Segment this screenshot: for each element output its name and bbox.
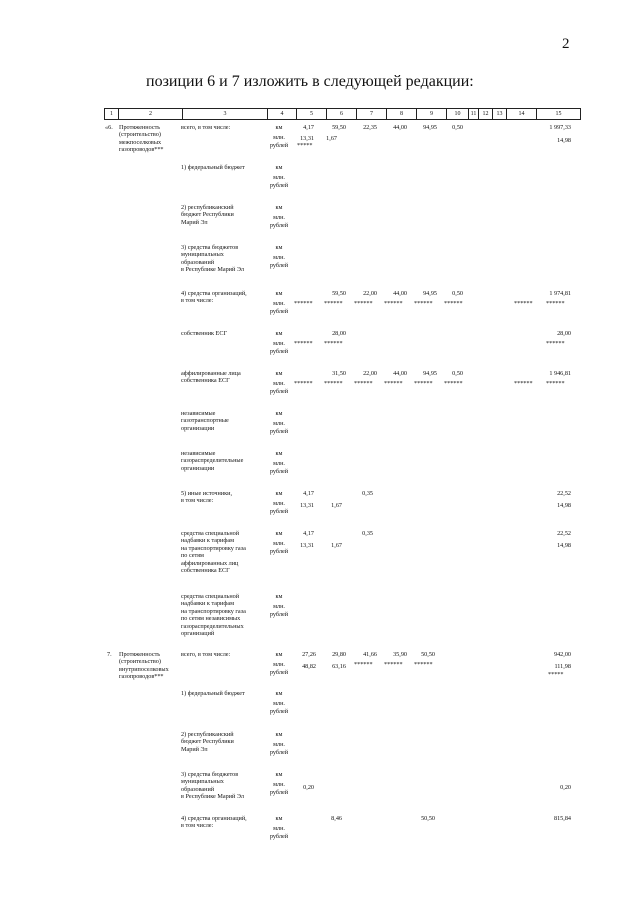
row6-total-rub-c5: 13,31 (300, 135, 314, 142)
col-8: 8 (387, 109, 417, 119)
row6-org-units: км млн. рублей (269, 290, 289, 315)
col-3: 3 (183, 109, 268, 119)
row6-number: «6. (105, 124, 113, 131)
row6-spec2-units: км млн. рублей (269, 593, 289, 618)
row6-aff-c6: 31,50 (332, 370, 346, 377)
row6-esg-c6: 28,00 (332, 330, 346, 337)
row6-esg-units: км млн. рублей (269, 330, 289, 355)
row6-org-stars-c15: ****** (546, 300, 565, 307)
col-11: 11 (469, 109, 479, 119)
row6-org-label: 4) средства организаций, в том числе: (181, 290, 247, 305)
row6-aff-stars-c7: ****** (354, 380, 373, 387)
row6-org-c7: 22,00 (363, 290, 377, 297)
row7-total-stars-c8: ****** (384, 661, 403, 668)
row6-org-stars-c14: ****** (514, 300, 533, 307)
row6-aff-c9: 94,95 (423, 370, 437, 377)
row6-aff-c15: 1 946,81 (549, 370, 571, 377)
col-10: 10 (447, 109, 469, 119)
row6-ind-gt-label: независимые газотранспортные организации (181, 410, 229, 432)
col-1: 1 (105, 109, 119, 119)
row6-org-stars-c6: ****** (324, 300, 343, 307)
row6-units-total: км млн. рублей (269, 124, 289, 149)
row7-total-stars-c9: ****** (414, 661, 433, 668)
row6-total-label: всего, в том числе: (181, 124, 231, 131)
col-7: 7 (357, 109, 387, 119)
row6-aff-stars-c15: ****** (546, 380, 565, 387)
row6-org-c15: 1 974,81 (549, 290, 571, 297)
row7-total-c15: 942,00 (553, 651, 571, 658)
row7-total-stars-c15: ***** (548, 671, 564, 678)
row6-aff-stars-c5: ****** (294, 380, 313, 387)
row6-spec2-label: средства специальной надбавки к тарифам на транспортировку газа по сетям независимых газораспределительных организаций (181, 593, 246, 638)
col-2: 2 (119, 109, 183, 119)
row7-total-rub-c5: 48,82 (302, 663, 316, 670)
row6-ind-gr-units: км млн. рублей (269, 450, 289, 475)
row6-spec1-c7: 0,35 (362, 530, 373, 537)
row6-fed-label: 1) федеральный бюджет (181, 164, 245, 171)
row6-org-c9: 94,95 (423, 290, 437, 297)
row6-other-c5: 4,17 (303, 490, 314, 497)
row6-org-c10: 0,50 (452, 290, 463, 297)
row6-other-rub-c15: 14,98 (557, 502, 571, 509)
col-14: 14 (507, 109, 537, 119)
row6-total-c5: 4,17 (303, 124, 314, 131)
row7-total-units: км млн. рублей (269, 651, 289, 676)
row7-rep-label: 2) республиканский бюджет Республики Марий Эл (181, 731, 234, 753)
row7-total-rub-c6: 63,16 (332, 663, 346, 670)
row6-org-stars-c8: ****** (384, 300, 403, 307)
row7-total-c9: 50,50 (421, 651, 435, 658)
row6-rep-units: км млн. рублей (269, 204, 289, 229)
col-6: 6 (327, 109, 357, 119)
row6-other-units: км млн. рублей (269, 490, 289, 515)
row7-total-stars-c7: ****** (354, 661, 373, 668)
row7-number: 7. (107, 651, 112, 658)
row7-name: Протяженность (строительство) внутрипоселковых газопроводов*** (119, 651, 169, 681)
row6-other-c15: 22,52 (557, 490, 571, 497)
col-15: 15 (555, 111, 562, 117)
row6-spec1-c5: 4,17 (303, 530, 314, 537)
row7-mun-label: 3) средства бюджетов муниципальных образований в Республике Марий Эл (181, 771, 244, 801)
row7-total-c6: 29,80 (332, 651, 346, 658)
row7-org-c6: 8,46 (331, 815, 342, 822)
row6-total-rub-c15: 14,98 (557, 137, 571, 144)
row6-spec1-rub-c6: 1,67 (331, 542, 342, 549)
row7-rep-units: км млн. рублей (269, 731, 289, 756)
row7-total-c5: 27,26 (302, 651, 316, 658)
row7-mun-c15: 0,20 (560, 784, 571, 791)
row6-rep-label: 2) республиканский бюджет Республики Марий Эл (181, 204, 234, 226)
row6-org-stars-c7: ****** (354, 300, 373, 307)
row7-total-label: всего, в том числе: (181, 651, 231, 658)
row6-total-c9: 94,95 (423, 124, 437, 131)
row7-org-label: 4) средства организаций, в том числе: (181, 815, 247, 830)
row7-mun-c5: 0,20 (303, 784, 314, 791)
row6-spec1-label: средства специальной надбавки к тарифам на транспортировку газа по сетям аффилированных лиц собственника ЕСГ (181, 530, 246, 575)
row6-other-rub-c6: 1,67 (331, 502, 342, 509)
row7-total-c8: 35,90 (393, 651, 407, 658)
row6-aff-stars-c10: ****** (444, 380, 463, 387)
row6-org-c8: 44,00 (393, 290, 407, 297)
row6-spec1-units: км млн. рублей (269, 530, 289, 555)
row6-aff-units: км млн. рублей (269, 370, 289, 395)
row6-ind-gr-label: независимые газораспределительные организации (181, 450, 244, 472)
col-12: 12 (479, 109, 493, 119)
row6-aff-c7: 22,00 (363, 370, 377, 377)
row6-other-c7: 0,35 (362, 490, 373, 497)
row6-other-rub-c5: 13,31 (300, 502, 314, 509)
row6-aff-stars-c6: ****** (324, 380, 343, 387)
row6-org-c6: 59,50 (332, 290, 346, 297)
col-9: 9 (417, 109, 447, 119)
row6-total-stars: ***** (297, 142, 313, 149)
row6-aff-c8: 44,00 (393, 370, 407, 377)
col-4: 4 (268, 109, 297, 119)
row6-spec1-rub-c5: 13,31 (300, 542, 314, 549)
row6-aff-stars-c8: ****** (384, 380, 403, 387)
column-header-row (104, 108, 581, 120)
row6-org-stars-c10: ****** (444, 300, 463, 307)
col-13: 13 (493, 109, 507, 119)
row7-fed-units: км млн. рублей (269, 690, 289, 715)
row6-org-stars-c5: ****** (294, 300, 313, 307)
row7-org-units: км млн. рублей (269, 815, 289, 840)
row6-aff-c10: 0,50 (452, 370, 463, 377)
row6-aff-stars-c9: ****** (414, 380, 433, 387)
row6-spec1-rub-c15: 14,98 (557, 542, 571, 549)
row6-total-c8: 44,00 (393, 124, 407, 131)
row6-name: Протяженность (строительство) межпоселковых газопроводов*** (119, 124, 164, 154)
row6-other-label: 5) иные источники, в том числе: (181, 490, 232, 505)
row6-esg-stars-c6: ****** (324, 340, 343, 347)
row6-total-rub-c6: 1,67 (326, 135, 337, 142)
row6-spec1-c15: 22,52 (557, 530, 571, 537)
page-heading: позиции 6 и 7 изложить в следующей редакции: (146, 73, 474, 90)
row6-esg-stars-c5: ****** (294, 340, 313, 347)
col-5: 5 (297, 109, 327, 119)
row6-fed-units: км млн. рублей (269, 164, 289, 189)
row6-aff-stars-c14: ****** (514, 380, 533, 387)
row6-org-stars-c9: ****** (414, 300, 433, 307)
row7-fed-label: 1) федеральный бюджет (181, 690, 245, 697)
row6-esg-label: собственник ЕСГ (181, 330, 228, 337)
row7-org-c9: 50,50 (421, 815, 435, 822)
row6-ind-gt-units: км млн. рублей (269, 410, 289, 435)
row6-total-c7: 22,35 (363, 124, 377, 131)
row7-mun-units: км млн. рублей (269, 771, 289, 796)
row6-total-c6: 59,50 (332, 124, 346, 131)
row6-esg-c15: 28,00 (557, 330, 571, 337)
row6-mun-units: км млн. рублей (269, 244, 289, 269)
row7-total-c7: 41,66 (363, 651, 377, 658)
row6-total-c10: 0,50 (452, 124, 463, 131)
row7-org-c15: 815,84 (553, 815, 571, 822)
row7-total-rub-c15: 111,98 (554, 663, 571, 670)
row6-mun-label: 3) средства бюджетов муниципальных образований в Республике Марий Эл (181, 244, 244, 274)
page-number: 2 (562, 36, 570, 52)
row6-esg-stars-c15: ****** (546, 340, 565, 347)
row6-total-c15: 1 997,33 (549, 124, 571, 131)
row6-aff-label: аффилированные лица собственника ЕСГ (181, 370, 241, 385)
